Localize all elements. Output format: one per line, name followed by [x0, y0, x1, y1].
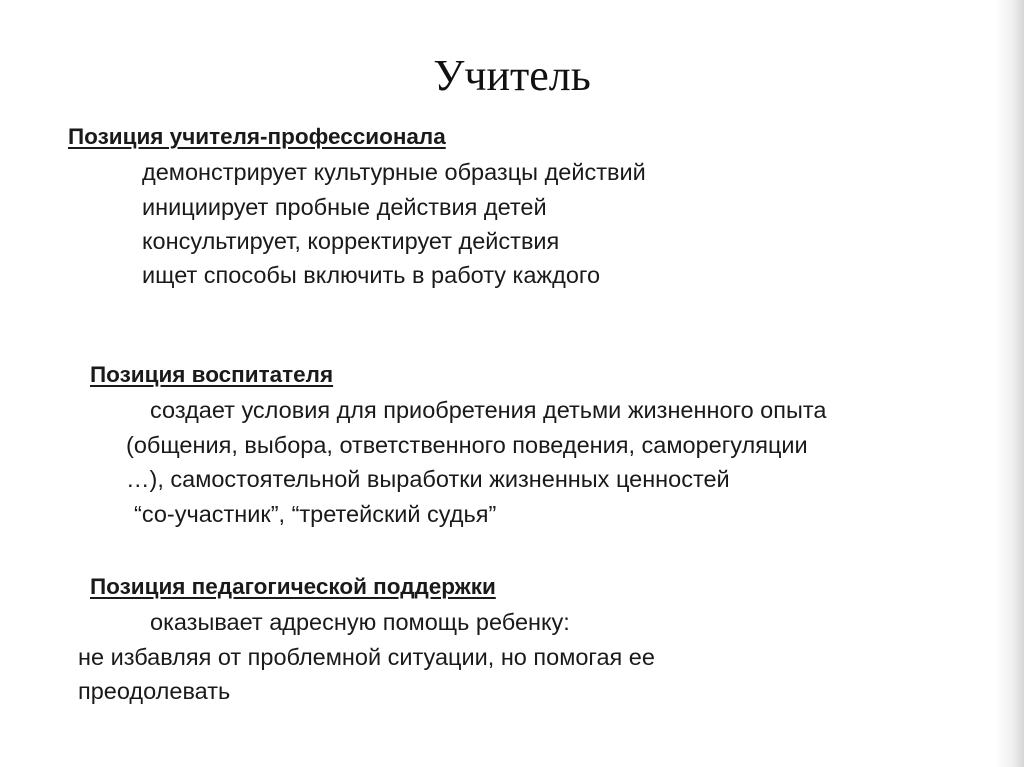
section3-heading: Позиция педагогической поддержки	[90, 574, 496, 599]
section2-heading: Позиция воспитателя	[90, 362, 334, 387]
section2-line-4: “со-участник”, “третейский судья”	[134, 501, 497, 527]
slide-edge-shadow	[996, 0, 1024, 767]
section3-line-2: не избавляя от проблемной ситуации, но помогая ее	[78, 644, 655, 670]
section2-line-1: создает условия для приобретения детьми жизненного опыта	[150, 397, 827, 423]
section3-line-1: оказывает адресную помощь ребенку:	[150, 609, 570, 635]
section1-heading: Позиция учителя-профессионала	[68, 124, 446, 149]
section1-line-1: демонстрирует культурные образцы действий	[142, 159, 646, 185]
section3-line-3: преодолевать	[78, 678, 231, 704]
section1-line-3: консультирует, корректирует действия	[142, 228, 560, 254]
section1-line-4: ищет способы включить в работу каждого	[142, 262, 601, 288]
section1-line-2: инициирует пробные действия детей	[142, 194, 547, 220]
slide-title: Учитель	[433, 51, 591, 100]
section2-line-2: (общения, выбора, ответственного поведения, саморегуляции	[126, 432, 808, 458]
section2-line-3: …), самостоятельной выработки жизненных ценностей	[126, 466, 730, 492]
